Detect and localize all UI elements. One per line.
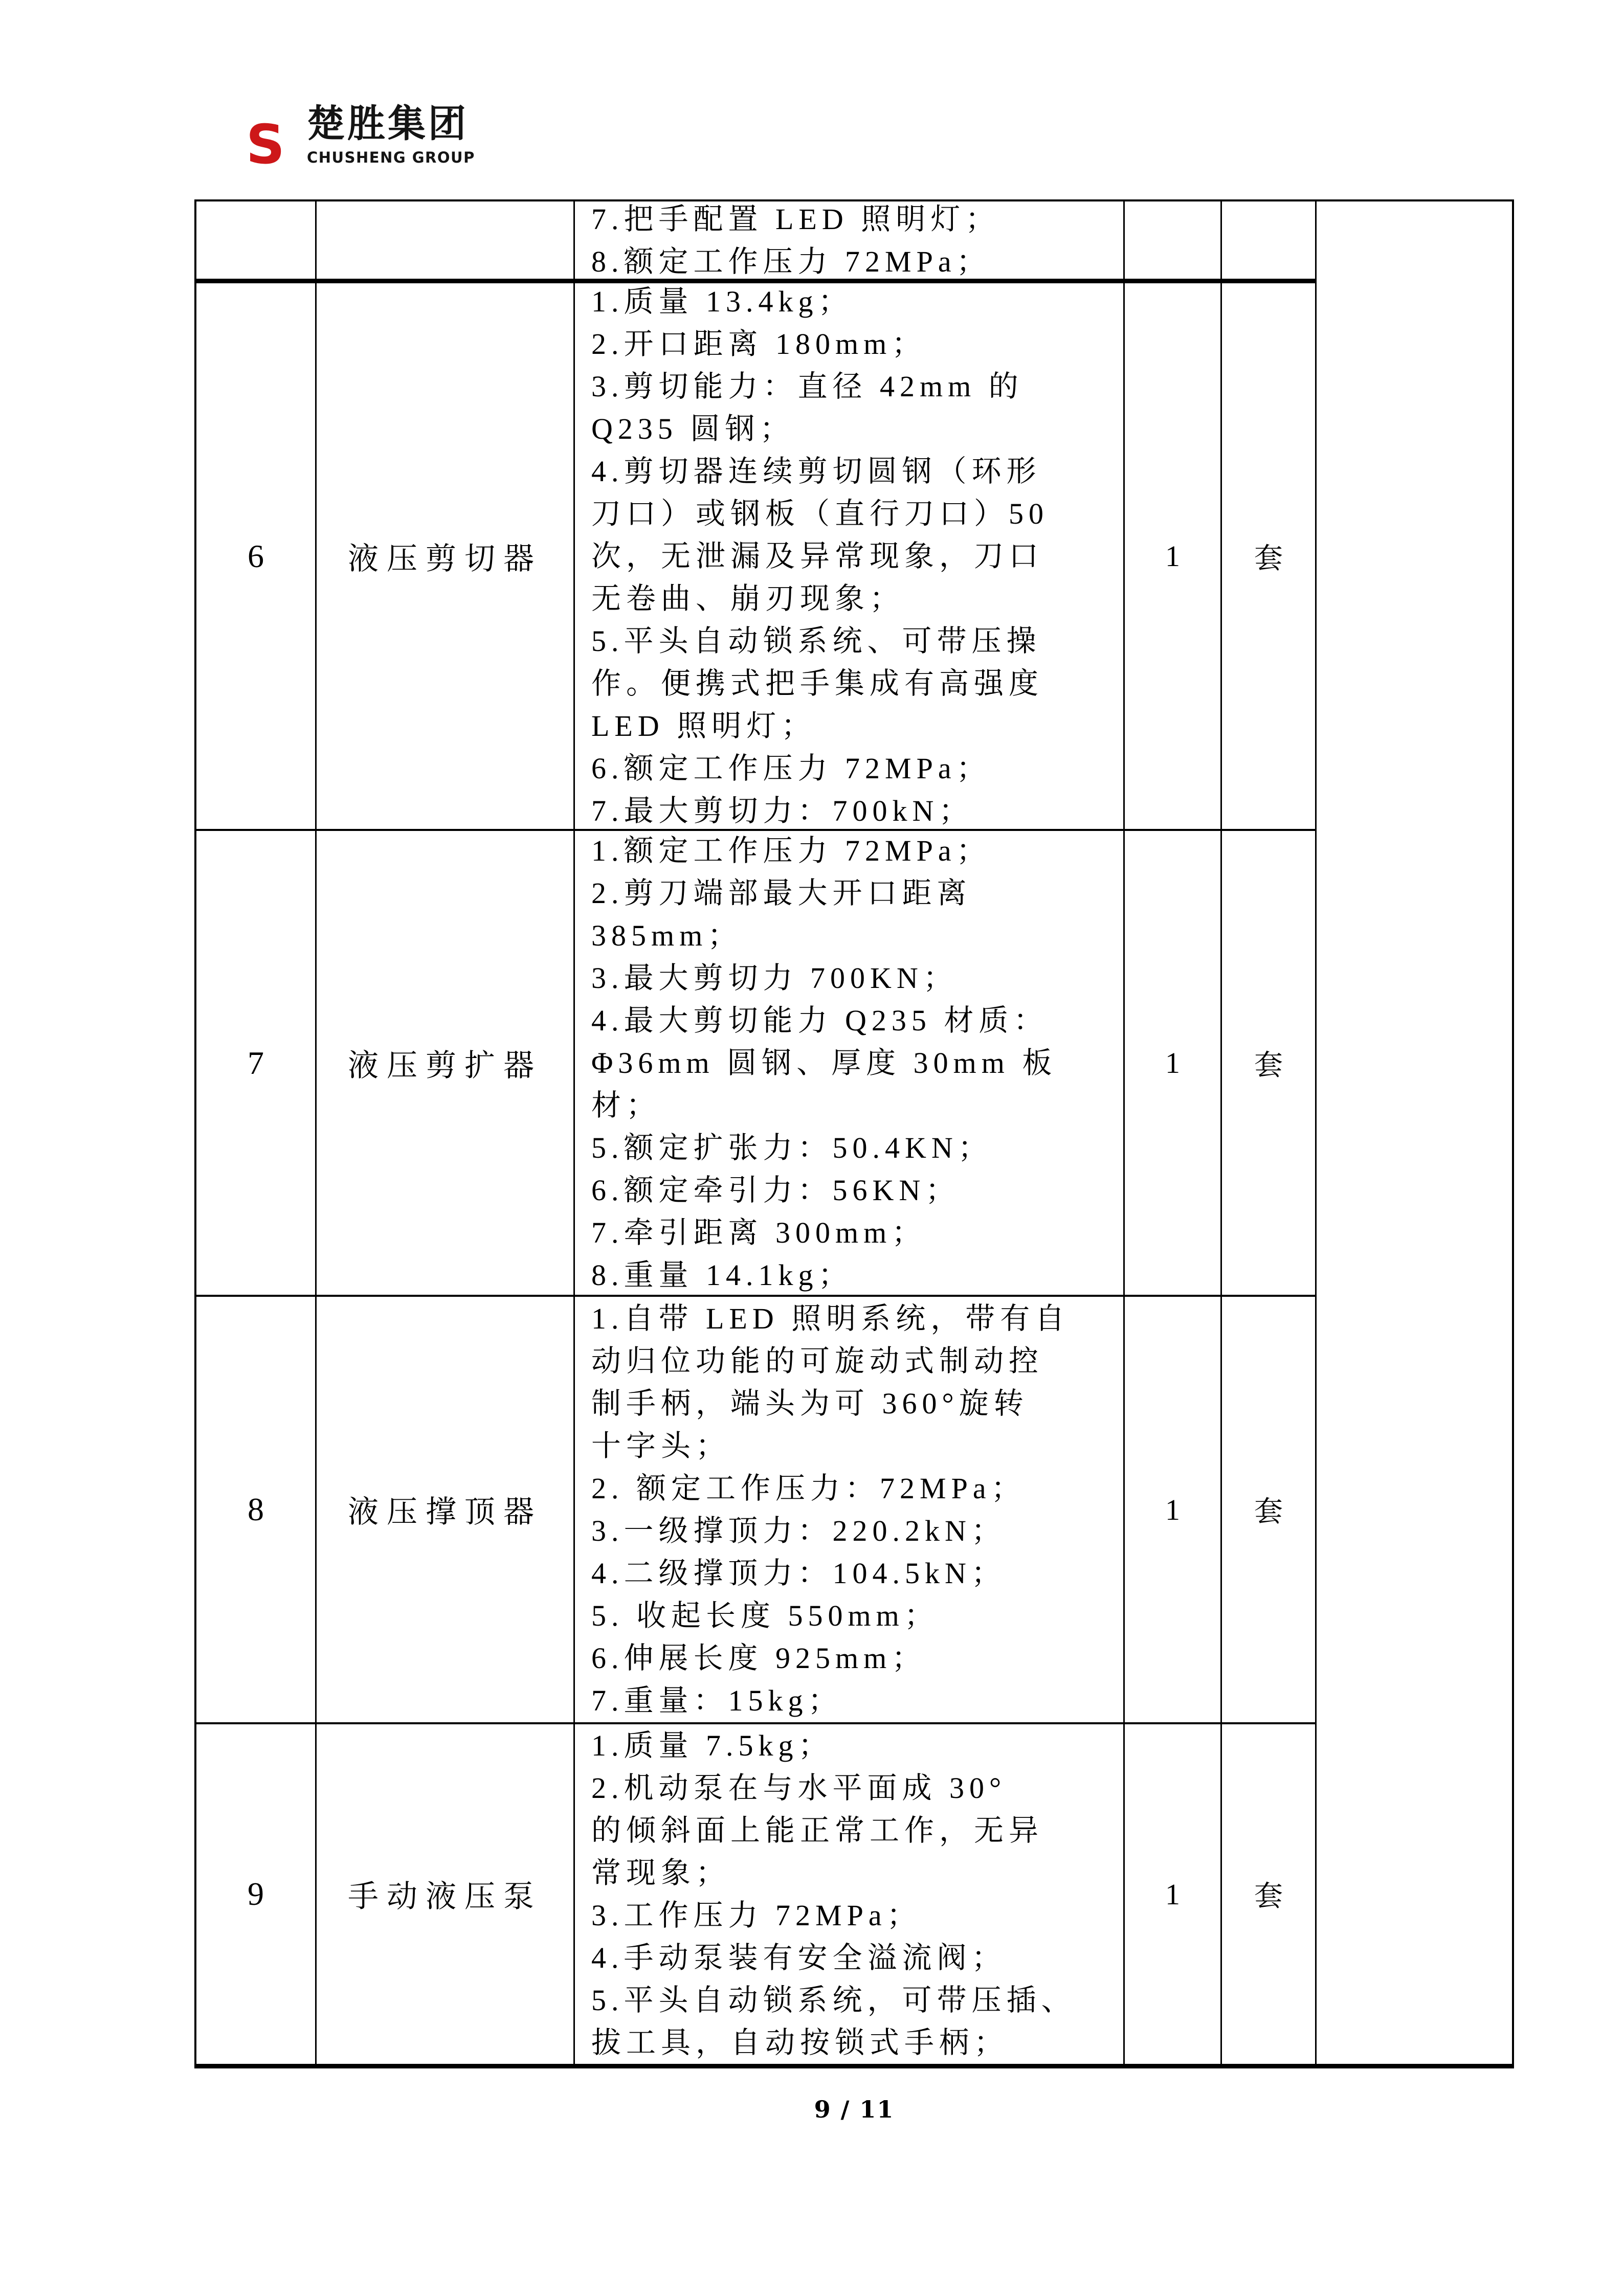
row9-no-cell: 9 <box>196 1724 317 2064</box>
page-number: 9 / 11 <box>814 2096 895 2123</box>
spec-line: 制手柄，端头为可 360°旋转 <box>591 1387 1029 1420</box>
spec-line: 8.重量 14.1kg； <box>591 1258 853 1292</box>
spec-line: 3.工作压力 72MPa； <box>591 1899 922 1932</box>
row8-spec-cell <box>575 1297 1125 1724</box>
spec-line: 5.平头自动锁系统，可带压插、 <box>591 1984 1076 2017</box>
carryover-unit-cell <box>1222 201 1317 283</box>
chusheng-logo-icon <box>212 102 297 187</box>
row6-no-cell: 6 <box>196 283 317 831</box>
carryover-no-cell <box>196 201 317 283</box>
spec-line: 无卷曲、崩刃现象； <box>591 582 905 615</box>
spec-line: 1.质量 13.4kg； <box>591 285 853 318</box>
spec-line: 4.二级撑顶力：104.5kN； <box>591 1557 1006 1590</box>
spec-line: 5. 收起长度 550mm； <box>591 1599 939 1632</box>
company-logo-text <box>307 102 475 166</box>
spec-line: 3.剪切能力：直径 42mm 的 <box>591 370 1024 403</box>
spec-line: 作。便携式把手集成有高强度 <box>591 667 1044 700</box>
spec-line: 2.剪刀端部最大开口距离 <box>591 876 972 910</box>
row8-name-cell: 液压撑顶器 <box>317 1297 575 1724</box>
spec-line: 6.额定工作压力 72MPa； <box>591 752 991 785</box>
spec-line: 7.重量：15kg； <box>591 1684 843 1717</box>
row7-no-cell: 7 <box>196 831 317 1297</box>
logo-s-glyph: S <box>246 112 285 176</box>
row6-name-cell: 液压剪切器 <box>317 283 575 831</box>
spec-line: 4.剪切器连续剪切圆钢（环形 <box>591 455 1041 488</box>
spec-line: 2.机动泵在与水平面成 30° <box>591 1771 1007 1805</box>
company-name-cn: 楚胜集团 <box>307 102 469 146</box>
spec-line: 2.开口距离 180mm； <box>591 327 927 361</box>
row9-qty-cell: 1 <box>1125 1724 1222 2064</box>
row9-unit-cell: 套 <box>1222 1724 1317 2064</box>
spec-line: 十字头； <box>591 1429 731 1462</box>
company-logo <box>212 102 475 187</box>
spec-line: 6.额定牵引力：56KN； <box>591 1174 961 1207</box>
spec-line: 常现象； <box>591 1856 731 1889</box>
spec-line: 3.一级撑顶力：220.2kN； <box>591 1514 1006 1547</box>
row6-unit-cell: 套 <box>1222 283 1317 831</box>
row7-spec-cell <box>575 831 1125 1297</box>
company-name-en: CHUSHENG GROUP <box>307 149 475 167</box>
spec-line: 次，无泄漏及异常现象，刀口 <box>591 539 1044 573</box>
spec-line: 385mm； <box>591 919 743 952</box>
row8-unit-cell: 套 <box>1222 1297 1317 1724</box>
row7-qty-cell: 1 <box>1125 831 1222 1297</box>
spec-line: 7.牵引距离 300mm； <box>591 1216 927 1249</box>
remark-column-merged-cell <box>1317 201 1512 2064</box>
spec-line: 5.额定扩张力：50.4KN； <box>591 1131 993 1164</box>
spec-line: 3.最大剪切力 700KN； <box>591 961 958 995</box>
row9-spec-cell <box>575 1724 1125 2064</box>
spec-line: Φ36mm 圆钢、厚度 30mm 板 <box>591 1046 1057 1079</box>
row8-qty-cell: 1 <box>1125 1297 1222 1724</box>
row9-name-cell: 手动液压泵 <box>317 1724 575 2064</box>
spec-line: LED 照明灯； <box>591 709 816 742</box>
row7-name-cell: 液压剪扩器 <box>317 831 575 1297</box>
spec-line: 1.额定工作压力 72MPa； <box>591 834 991 867</box>
carryover-qty-cell <box>1125 201 1222 283</box>
spec-line: 拔工具，自动按锁式手柄； <box>591 2026 1009 2059</box>
spec-line: 7.最大剪切力：700kN； <box>591 794 974 827</box>
row7-unit-cell: 套 <box>1222 831 1317 1297</box>
spec-line: 5.平头自动锁系统、可带压操 <box>591 624 1041 658</box>
spec-line: 2. 额定工作压力：72MPa； <box>591 1472 1026 1505</box>
spec-line: 1.质量 7.5kg； <box>591 1729 833 1762</box>
spec-line: Q235 圆钢； <box>591 412 795 445</box>
spec-line: 8.额定工作压力 72MPa； <box>591 244 991 278</box>
spec-line: 的倾斜面上能正常工作，无异 <box>591 1814 1044 1847</box>
row8-no-cell: 8 <box>196 1297 317 1724</box>
spec-line: 材； <box>591 1089 661 1122</box>
spec-line: 4.手动泵装有安全溢流阀； <box>591 1941 1007 1974</box>
spec-line: 6.伸展长度 925mm； <box>591 1641 927 1675</box>
spec-line: 动归位功能的可旋动式制动控 <box>591 1344 1044 1378</box>
spec-line: 7.把手配置 LED 照明灯； <box>591 202 1000 236</box>
spec-line: 1.自带 LED 照明系统，带有自 <box>591 1302 1070 1335</box>
spec-line: 刀口）或钢板（直行刀口）50 <box>591 497 1049 530</box>
spec-line: 4.最大剪切能力 Q235 材质： <box>591 1004 1049 1037</box>
row6-spec-cell <box>575 283 1125 831</box>
carryover-spec-cell <box>575 201 1125 283</box>
carryover-name-cell <box>317 201 575 283</box>
row6-qty-cell: 1 <box>1125 283 1222 831</box>
equipment-spec-table <box>194 199 1514 2068</box>
